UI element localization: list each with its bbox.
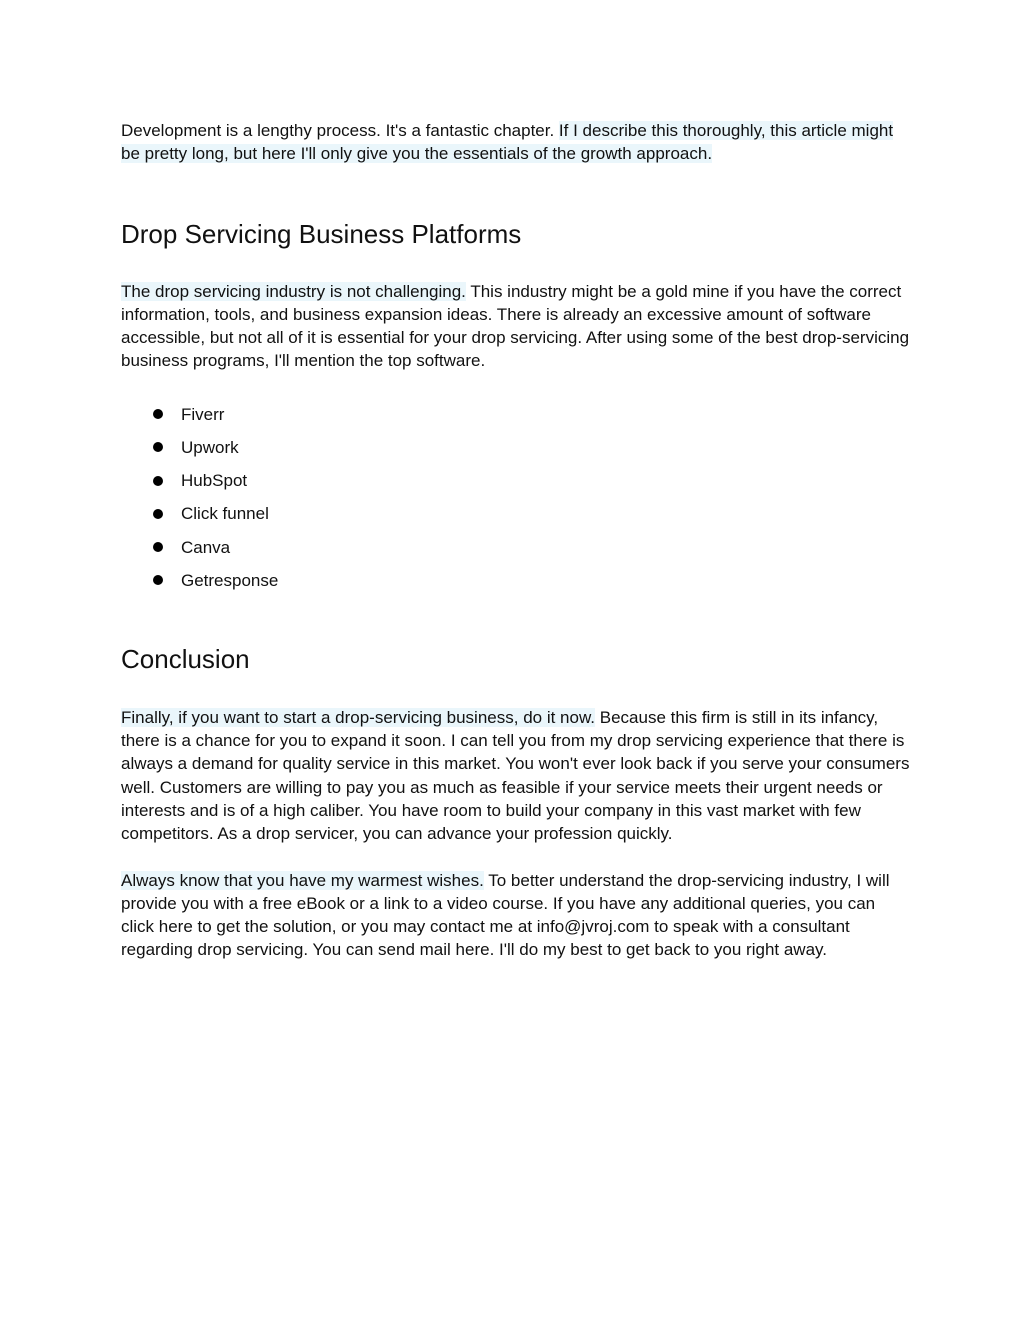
list-item-label: Canva — [181, 537, 231, 557]
list-item — [121, 502, 911, 525]
bullet-icon — [153, 542, 163, 552]
bullet-icon — [153, 409, 163, 419]
list-item-label: Upwork — [181, 437, 239, 457]
list-item — [121, 436, 911, 459]
list-item — [121, 403, 911, 426]
platforms-paragraph — [121, 280, 911, 373]
wishes-paragraph — [121, 869, 911, 962]
wishes-text: To better understand the drop-servicing industry, I will provide you with a free eBook or a link to a video course. If you have any additional queries, you can click here to get the solution, or you may contact me at info@jvroj.com to speak with a consultant regarding drop servicing. You can send mail here. I'll do my best to get back to you right away. — [121, 870, 890, 960]
platform-list — [121, 403, 911, 592]
intro-text: Development is a lengthy process. It's a fantastic chapter. — [121, 121, 559, 140]
list-item — [121, 536, 911, 559]
bullet-icon — [153, 476, 163, 486]
bullet-icon — [153, 509, 163, 519]
conclusion-heading: Conclusion — [121, 643, 250, 674]
platforms-highlight: The drop servicing industry is not challenging. — [121, 281, 466, 301]
intro-paragraph — [121, 119, 911, 166]
bullet-icon — [153, 575, 163, 585]
list-item — [121, 469, 911, 492]
list-item-label: Fiverr — [181, 404, 225, 424]
conclusion-highlight: Finally, if you want to start a drop-servicing business, do it now. — [121, 707, 596, 727]
list-item — [121, 569, 911, 592]
platforms-heading: Drop Servicing Business Platforms — [121, 218, 522, 249]
conclusion-text: Because this firm is still in its infancy, there is a chance for you to expand it soon. I can tell you from my drop servicing experience that there is always a demand for quality service in this market. You won't ever look back if you serve your consumers well. Customers are willing to pay you as much as feasible if your service meets their urgent needs or interests and is of a high caliber. You have room to build your company in this vast market with few competitors. As a drop servicer, you can advance your profession quickly. — [121, 707, 910, 844]
list-item-label: Getresponse — [181, 570, 279, 590]
intro-highlight: If I describe this thoroughly, this article might be pretty long, but here I'll only give you the essentials of the growth approach. — [121, 121, 894, 164]
bullet-icon — [153, 442, 163, 452]
document-page — [121, 119, 911, 962]
list-item-label: HubSpot — [181, 471, 248, 491]
wishes-highlight: Always know that you have my warmest wishes. — [121, 870, 484, 890]
list-item-label: Click funnel — [181, 504, 269, 524]
conclusion-paragraph — [121, 706, 911, 846]
platforms-text: This industry might be a gold mine if you have the correct information, tools, and business expansion ideas. There is already an excessive amount of software accessible, but not all of it is essential for your drop servicing. After using some of the best drop-servicing business programs, I'll mention the top software. — [121, 281, 910, 371]
